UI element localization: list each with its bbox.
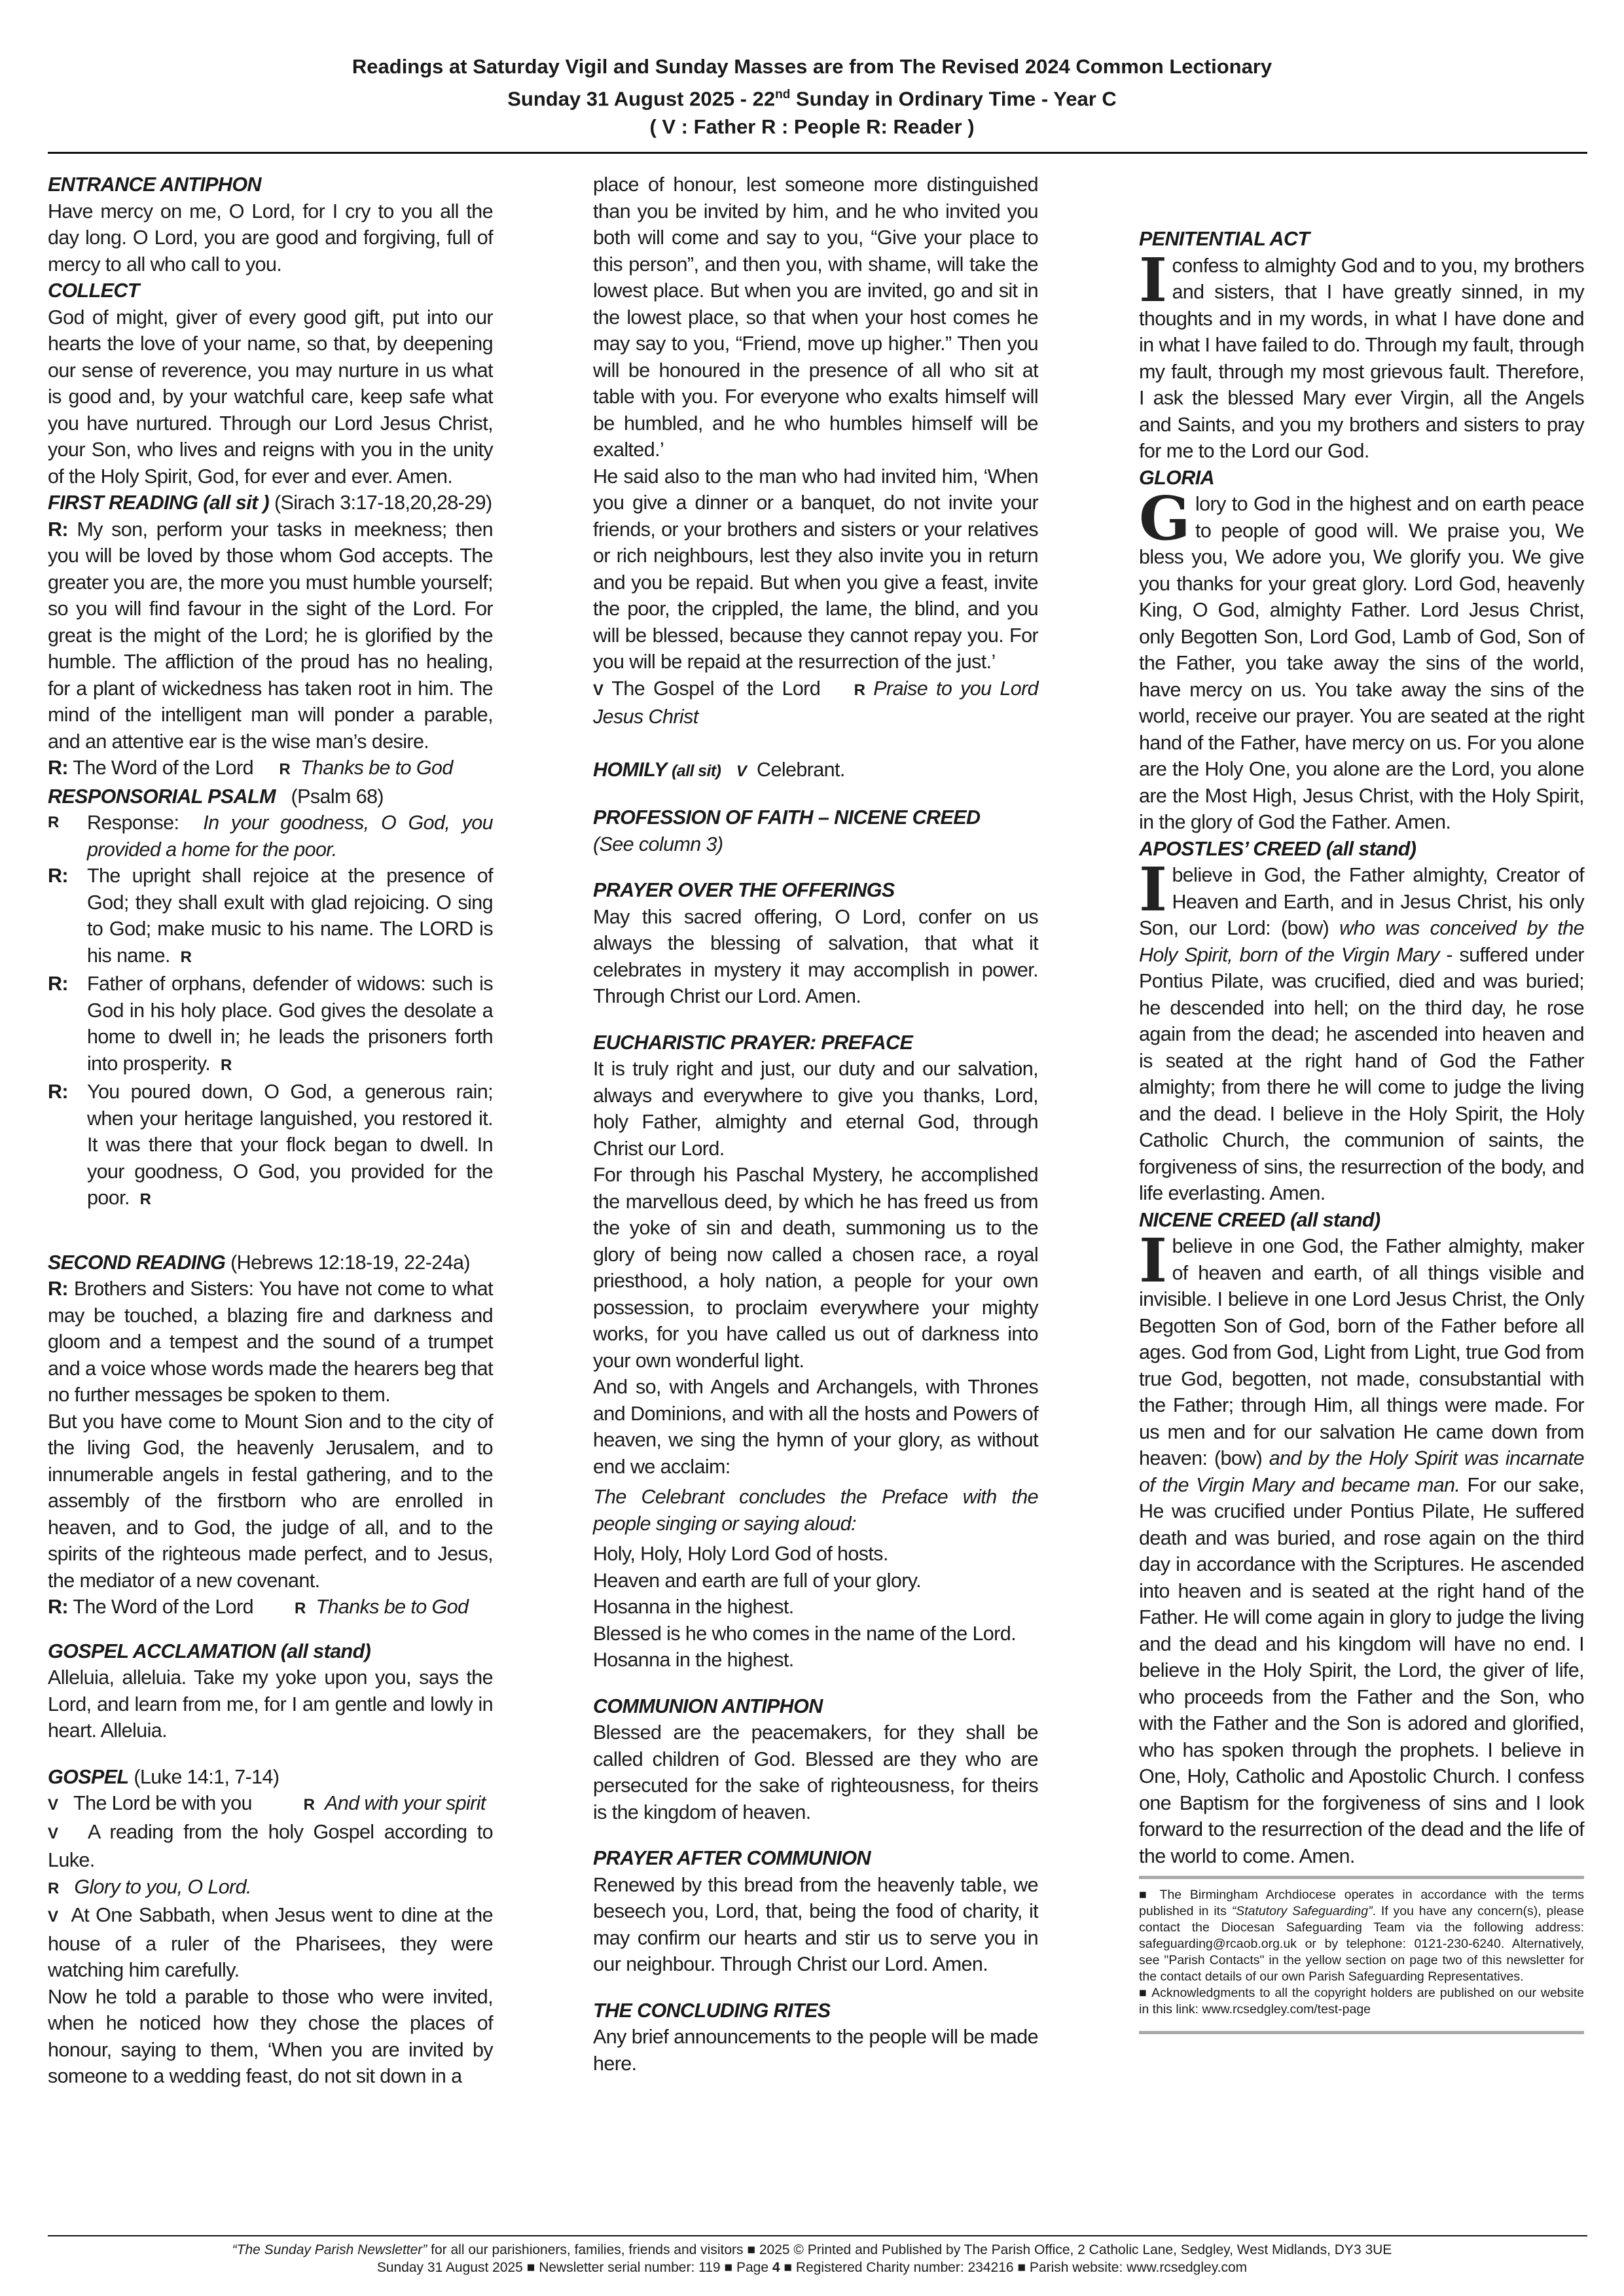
gospel-text (48, 1902, 493, 1984)
gloria-heading: GLORIA (1139, 466, 1215, 489)
nicene-creed-italic: and by the Holy Spirit was incarnate of the Virgin Mary and became man. (1139, 1447, 1584, 1496)
entrance-antiphon-text: Have mercy on me, O Lord, for I cry to you all the day long. O Lord, you are good and forgiving, full of mercy to all who call to you. (48, 200, 493, 276)
response-label: Response: (87, 812, 179, 834)
psalm-ref: (Psalm 68) (291, 785, 384, 808)
eucharistic-text-3: And so, with Angels and Archangels, with Thrones and Dominions, and with all the hosts and Powers of heaven, we sing the hymn of your glory, as without end we acclaim: (593, 1376, 1038, 1478)
homily-posture: (all sit) (672, 761, 721, 780)
apostles-creed-body: believe in God, the Father almighty, Creator of Heaven and Earth, and in Jesus Christ, his only Son, our Lord: (bow) (1139, 864, 1584, 939)
header-rule (48, 152, 1587, 154)
communion-text: Blessed are the peacemakers, for they shall be called children of God. Blessed are they who are persecuted for the sake of righteousness, for theirs is the kingdom of heaven. (593, 1721, 1038, 1823)
reader-mark: R: (48, 1081, 68, 1103)
first-reading-title: FIRST READING (all sit ) (48, 492, 270, 514)
psalm-verse (48, 863, 493, 971)
collect-text: God of might, giver of every good gift, put into our hearts the love of your name, so that, by deepening our sense of reverence, you may nurture in us what is good and, by your watchful care, keep safe what you have nurtured. Through our Lord Jesus Christ, your Son, who lives and reigns with you in the unity of the Holy Spirit, God, for ever and ever. Amen. (48, 306, 493, 488)
gospel-dialogue-1 (48, 1790, 493, 1819)
notes-rule-top (1139, 1876, 1584, 1879)
profession-heading: PROFESSION OF FAITH – NICENE CREED (593, 806, 981, 829)
offerings-heading: PRAYER OVER THE OFFERINGS (593, 879, 895, 901)
first-reading-body: My son, perform your tasks in meekness; then you will be loved by those whom God accepts. The greater you are, the more you must humble yourself; so you will find favour in the sight of the Lord. For great is the might of the Lord; he is glorified by the humble. The affliction of the proud has no healing, for a plant of wickedness has taken root in him. The mind of the intelligent man will ponder a parable, and an attentive ear is the wise man’s desire. (48, 518, 493, 753)
safeguarding-note (1139, 1887, 1584, 1985)
after-communion-text: Renewed by this bread from the heavenly table, we beseech you, Lord, that, being the food of charity, it may confirm our hearts and stir us to serve you in our neighbour. Through Christ our Lord. Amen. (593, 1873, 1038, 1975)
eucharistic-note: The Celebrant concludes the Preface with the people singing or saying aloud: (593, 1486, 1038, 1535)
gospel-of-the-lord: The Gospel of the Lord (611, 677, 821, 700)
newsletter-name: “The Sunday Parish Newsletter” (232, 2242, 427, 2257)
priest-mark: V (48, 1908, 58, 1926)
celebrant-label: Celebrant. (757, 758, 845, 781)
reader-mark: R: (48, 973, 68, 995)
gospel-ref: (Luke 14:1, 7-14) (128, 1765, 280, 1788)
and-with-your-spirit: And with your spirit (325, 1792, 486, 1814)
second-reading-ref: (Hebrews 12:18-19, 22-24a) (225, 1251, 470, 1274)
gloria-text (1139, 483, 1584, 836)
apostles-creed-body-2: - suffered under Pontius Pilate, was crucified, died and was buried; he descended into hell; on the third day, he rose again from the dead; he ascended into heaven and is seated at the right hand of God the Father almighty; from there he will come to judge the living and the dead. I believe in the Holy Spirit, the Holy Catholic Church, the communion of saints, the forgiveness of sins, the resurrection of the body, and life everlasting. Amen. (1139, 943, 1584, 1204)
first-reading-ref: (Sirach 3:17-18,20,28-29) (269, 492, 492, 514)
psalm-verse-text: The upright shall rejoice at the presence of God; they shall exult with glad rejoicing. O sing to God; make music to his name. The LORD is his name. (87, 865, 493, 967)
header-line-3: ( V : Father R : People R: Reader ) (649, 115, 975, 139)
psalm-response (48, 810, 493, 863)
drop-cap: I (1139, 244, 1167, 315)
people-mark: R (48, 814, 59, 831)
psalm-heading (48, 783, 493, 810)
safeguarding-italic: “Statutory Safeguarding” (1231, 1904, 1373, 1918)
psalm-verse (48, 971, 493, 1079)
gospel-dialogue-2 (48, 1819, 493, 1874)
gospel-acclamation-heading: GOSPEL ACCLAMATION (all stand) (48, 1640, 371, 1662)
thanks-be-to-god: Thanks be to God (316, 1596, 469, 1618)
gospel-response (593, 675, 1038, 730)
drop-cap: G (1139, 483, 1190, 554)
column-2 (593, 171, 1038, 2077)
eucharistic-text-2: For through his Paschal Mystery, he accomplished the marvellous deed, by which he has freed us from the yoke of sin and death, summoning us to the glory of being now called a chosen race, a royal priesthood, a holy nation, a people for your own possession, to proclaim everywhere your mighty works, for you have called us out of darkness into your own wonderful light. (593, 1164, 1038, 1372)
penitential-heading: PENITENTIAL ACT (1139, 228, 1310, 250)
reading-from-gospel: A reading from the holy Gospel according to Luke. (48, 1820, 493, 1871)
footer-rule (48, 2235, 1587, 2236)
psalm-verse-text: Father of orphans, defender of widows: such is God in his holy place. God gives the desolate a home to dwell in; he leads the prisoners forth into prosperity. (87, 973, 493, 1075)
after-communion-heading: PRAYER AFTER COMMUNION (593, 1847, 871, 1869)
second-reading-heading (48, 1249, 493, 1276)
psalm-verse-text: You poured down, O God, a generous rain; when your heritage languished, you restored it. It was there that your flock began to dwell. In your goodness, O God, you provided for the poor. (87, 1081, 493, 1209)
header-sunday: Sunday in Ordinary Time - Year C (790, 87, 1117, 111)
second-reading-body: Brothers and Sisters: You have not come to what may be touched, a blazing fire and darkness and gloom and a tempest and the sound of a trumpet and a voice whose words made the hearers beg that no further messages be spoken to them. (48, 1278, 493, 1406)
reader-mark: R: (48, 1278, 68, 1300)
gospel-acclamation-text: Alleluia, alleluia. Take my yoke upon you, says the Lord, and learn from me, for I am gentle and lowly in heart. Alleluia. (48, 1666, 493, 1742)
column-3 (1139, 226, 1584, 2039)
entrance-antiphon-heading: ENTRANCE ANTIPHON (48, 173, 261, 196)
header-date: Sunday 31 August 2025 - 22 (507, 87, 776, 111)
sanctus-line: Blessed is he who comes in the name of the Lord. (593, 1622, 1016, 1645)
people-mark: R (294, 1600, 306, 1617)
people-mark: R (139, 1191, 151, 1208)
lord-be-with-you: The Lord be with you (73, 1792, 252, 1814)
concluding-text: Any brief announcements to the people will be made here. (593, 2026, 1038, 2075)
safeguarding-text: ■ The Birmingham Archdiocese operates in accordance with the terms published in its (1139, 1888, 1584, 1918)
homily-heading (593, 757, 1038, 785)
priest-mark: V (48, 1824, 58, 1842)
glory-to-you: Glory to you, O Lord. (74, 1875, 251, 1898)
drop-cap: I (1139, 1225, 1167, 1296)
footer-line-1 (0, 2242, 1624, 2259)
apostles-creed-text (1139, 854, 1585, 1207)
first-reading-text (48, 516, 493, 755)
reader-mark: R: (48, 1596, 68, 1618)
acknowledgments-note: ■ Acknowledgments to all the copyright holders are published on our website in this link: www.rcsedgley.com/test-page (1139, 1986, 1584, 2017)
homily-title: HOMILY (593, 758, 667, 781)
word-of-lord: The Word of the Lord (67, 757, 253, 779)
nicene-creed-heading: NICENE CREED (all stand) (1139, 1208, 1380, 1231)
footer-serial: Sunday 31 August 2025 ■ Newsletter serial number: 119 ■ Page (376, 2260, 772, 2275)
offerings-text: May this sacred offering, O Lord, confer on us always the blessing of salvation, that what it celebrates in mystery it may accomplish in power. Through Christ our Lord. Amen. (593, 905, 1038, 1007)
people-mark: R (279, 761, 291, 778)
reader-mark: R: (48, 757, 68, 779)
eucharistic-heading: EUCHARISTIC PRAYER: PREFACE (593, 1031, 913, 1054)
header-line-1: Readings at Saturday Vigil and Sunday Masses are from The Revised 2024 Common Lectionary (352, 55, 1272, 78)
gloria-body: lory to God in the highest and on earth peace to people of good will. We praise you, We bless you, We adore you, We glorify you. We give you thanks for your great glory. Lord God, heavenly King, O God, almighty Father. Lord Jesus Christ, only Begotten Son, Lord God, Lamb of God, Son of the Father, you take away the sins of the world, have mercy on us. You take away the sins of the world, receive our prayer. You are seated at the right hand of the Father, have mercy on us. For you alone are the Holy One, you alone are the Lord, you alone are the Most High, Jesus Christ, with the Holy Spirit, in the glory of God the Father. Amen. (1139, 493, 1584, 833)
page-header (0, 52, 1624, 141)
gospel-heading (48, 1764, 493, 1791)
priest-mark: V (736, 762, 747, 780)
concluding-heading: THE CONCLUDING RITES (593, 1999, 831, 2022)
gospel-continued-2: He said also to the man who had invited him, ‘When you give a dinner or a banquet, do not invite your friends, or your brothers and sisters or your relatives or rich neighbours, lest they also invite you in return and you be repaid. But when you give a feast, invite the poor, the crippled, the lame, the blind, and you will be blessed, because they cannot repay you. For you will be repaid at the resurrection of the just.’ (593, 465, 1038, 673)
header-ordinal: nd (775, 88, 791, 101)
penitential-text (1139, 244, 1584, 465)
sanctus-line: Hosanna in the highest. (593, 1649, 794, 1671)
column-1 (48, 171, 493, 2090)
psalm-verse (48, 1079, 493, 1213)
sanctus-line: Holy, Holy, Holy Lord God of hosts. (593, 1543, 888, 1565)
reader-mark: R: (48, 865, 68, 887)
second-reading-text (48, 1276, 493, 1408)
footer-line-2 (0, 2259, 1624, 2276)
drop-cap: I (1139, 854, 1167, 925)
gospel-dialogue-3 (48, 1874, 493, 1903)
profession-note: (See column 3) (593, 833, 723, 855)
nicene-creed-body-2: For our sake, He was crucified under Pontius Pilate, He suffered death and was buried, and rose again on the third day in accordance with the Scriptures. He ascended into heaven and is seated at the right hand of the Father. He will come again in glory to judge the living and the dead and his kingdom will have no end. I believe in the Holy Spirit, the Lord, the giver of life, who proceeds from the Father and the Son, who with the Father and the Son is adored and glorified, who has spoken through the prophets. I believe in One, Holy, Catholic and Apostolic Church. I confess one Baptism for the forgiveness of sins and I look forward to the resurrection of the dead and the life of the world to come. Amen. (1139, 1473, 1584, 1867)
people-mark: R (180, 948, 192, 966)
notes-rule-bottom (1139, 2031, 1584, 2034)
footer-publisher: for all our parishioners, families, friends and visitors ■ 2025 © Printed and Published by The Parish Office, 2 Catholic Lane, Sedgley, West Midlands, DY3 3UE (427, 2242, 1392, 2257)
priest-mark: V (48, 1796, 58, 1814)
apostles-creed-italic: who was conceived by the Holy Spirit, born of the Virgin Mary (1139, 917, 1585, 966)
second-reading-title: SECOND READING (48, 1251, 226, 1274)
gospel-text-2: Now he told a parable to those who were invited, when he noticed how they chose the places of honour, saying to them, ‘When you are invited by someone to a wedding feast, do not sit down in a (48, 1985, 493, 2087)
psalm-title: RESPONSORIAL PSALM (48, 785, 276, 808)
first-reading-heading (48, 490, 493, 516)
gospel-continued: place of honour, lest someone more distinguished than you be invited by him, and he who invited you both will come and say to you, “Give your place to this person”, and then you, with shame, will take the lowest place. But when you are invited, go and sit in the lowest place, so that when your host comes he may say to you, “Friend, move up higher.” Then you will be honoured in the presence of all who sit at table with you. For everyone who exalts himself will be humbled, and he who humbles himself will be exalted.’ (593, 173, 1038, 461)
communion-heading: COMMUNION ANTIPHON (593, 1695, 823, 1717)
page-number: 4 (772, 2260, 780, 2275)
safeguarding-text-2: . If you have any concern(s), please contact the Diocesan Safeguarding Team via the following address: safeguarding@rcaob.org.uk or by telephone: 0121-230-6240. Alternatively, see "Parish Contacts" in the yellow section on page two of this newsletter for the contact details of our own Parish Safeguarding Representatives. (1139, 1904, 1584, 1984)
apostles-creed-heading: APOSTLES’ CREED (all stand) (1139, 837, 1416, 860)
sanctus-line: Hosanna in the highest. (593, 1596, 794, 1618)
gospel-title: GOSPEL (48, 1765, 129, 1788)
response-text: In your goodness, O God, you provided a home for the poor. (87, 812, 493, 861)
people-mark: R (220, 1056, 232, 1074)
thanks-be-to-god: Thanks be to God (300, 757, 453, 779)
praise-to-you: Praise to you Lord Jesus Christ (593, 677, 1039, 728)
eucharistic-text-1: It is truly right and just, our duty and our salvation, always and everywhere to give you thanks, Lord, holy Father, almighty and eternal God, through Christ our Lord. (593, 1058, 1038, 1160)
footer-charity: ■ Registered Charity number: 234216 ■ Parish website: www.rcsedgley.com (780, 2260, 1248, 2275)
people-mark: R (303, 1796, 315, 1814)
collect-heading: COLLECT (48, 279, 139, 302)
people-mark: R (48, 1879, 59, 1897)
nicene-creed-body: believe in one God, the Father almighty, maker of heaven and earth, of all things visible and invisible. I believe in one Lord Jesus Christ, the Only Begotten Son of God, born of the Father before all ages. God from God, Light from Light, true God from true God, begotten, not made, consubstantial with the Father; through Him, all things were made. For us men and for our salvation He came down from heaven: (bow) (1139, 1235, 1584, 1469)
reader-mark: R: (48, 518, 68, 541)
word-of-lord: The Word of the Lord (67, 1596, 253, 1618)
header-line-2 (0, 81, 1624, 113)
second-reading-response (48, 1594, 493, 1623)
first-reading-response (48, 755, 493, 783)
nicene-creed-text (1139, 1225, 1584, 1869)
penitential-body: confess to almighty God and to you, my brothers and sisters, that I have greatly sinned, in my thoughts and in my words, in what I have done and in what I have failed to do. Through my fault, through my fault, through my most grievous fault. Therefore, I ask the blessed Mary ever Virgin, all the Angels and Saints, and you my brothers and sisters to pray for me to the Lord our God. (1139, 254, 1584, 462)
sanctus-line: Heaven and earth are full of your glory. (593, 1569, 922, 1592)
priest-mark: V (593, 681, 604, 699)
gospel-body: At One Sabbath, when Jesus went to dine at the house of a ruler of the Pharisees, they were watching him carefully. (48, 1904, 493, 1981)
second-reading-text-2: But you have come to Mount Sion and to the city of the living God, the heavenly Jerusalem, and to innumerable angels in festal gathering, and to the assembly of the firstborn who are enrolled in heaven, and to God, the judge of all, and to the spirits of the righteous made perfect, and to Jesus, the mediator of a new covenant. (48, 1410, 493, 1592)
people-mark: R (854, 681, 865, 699)
